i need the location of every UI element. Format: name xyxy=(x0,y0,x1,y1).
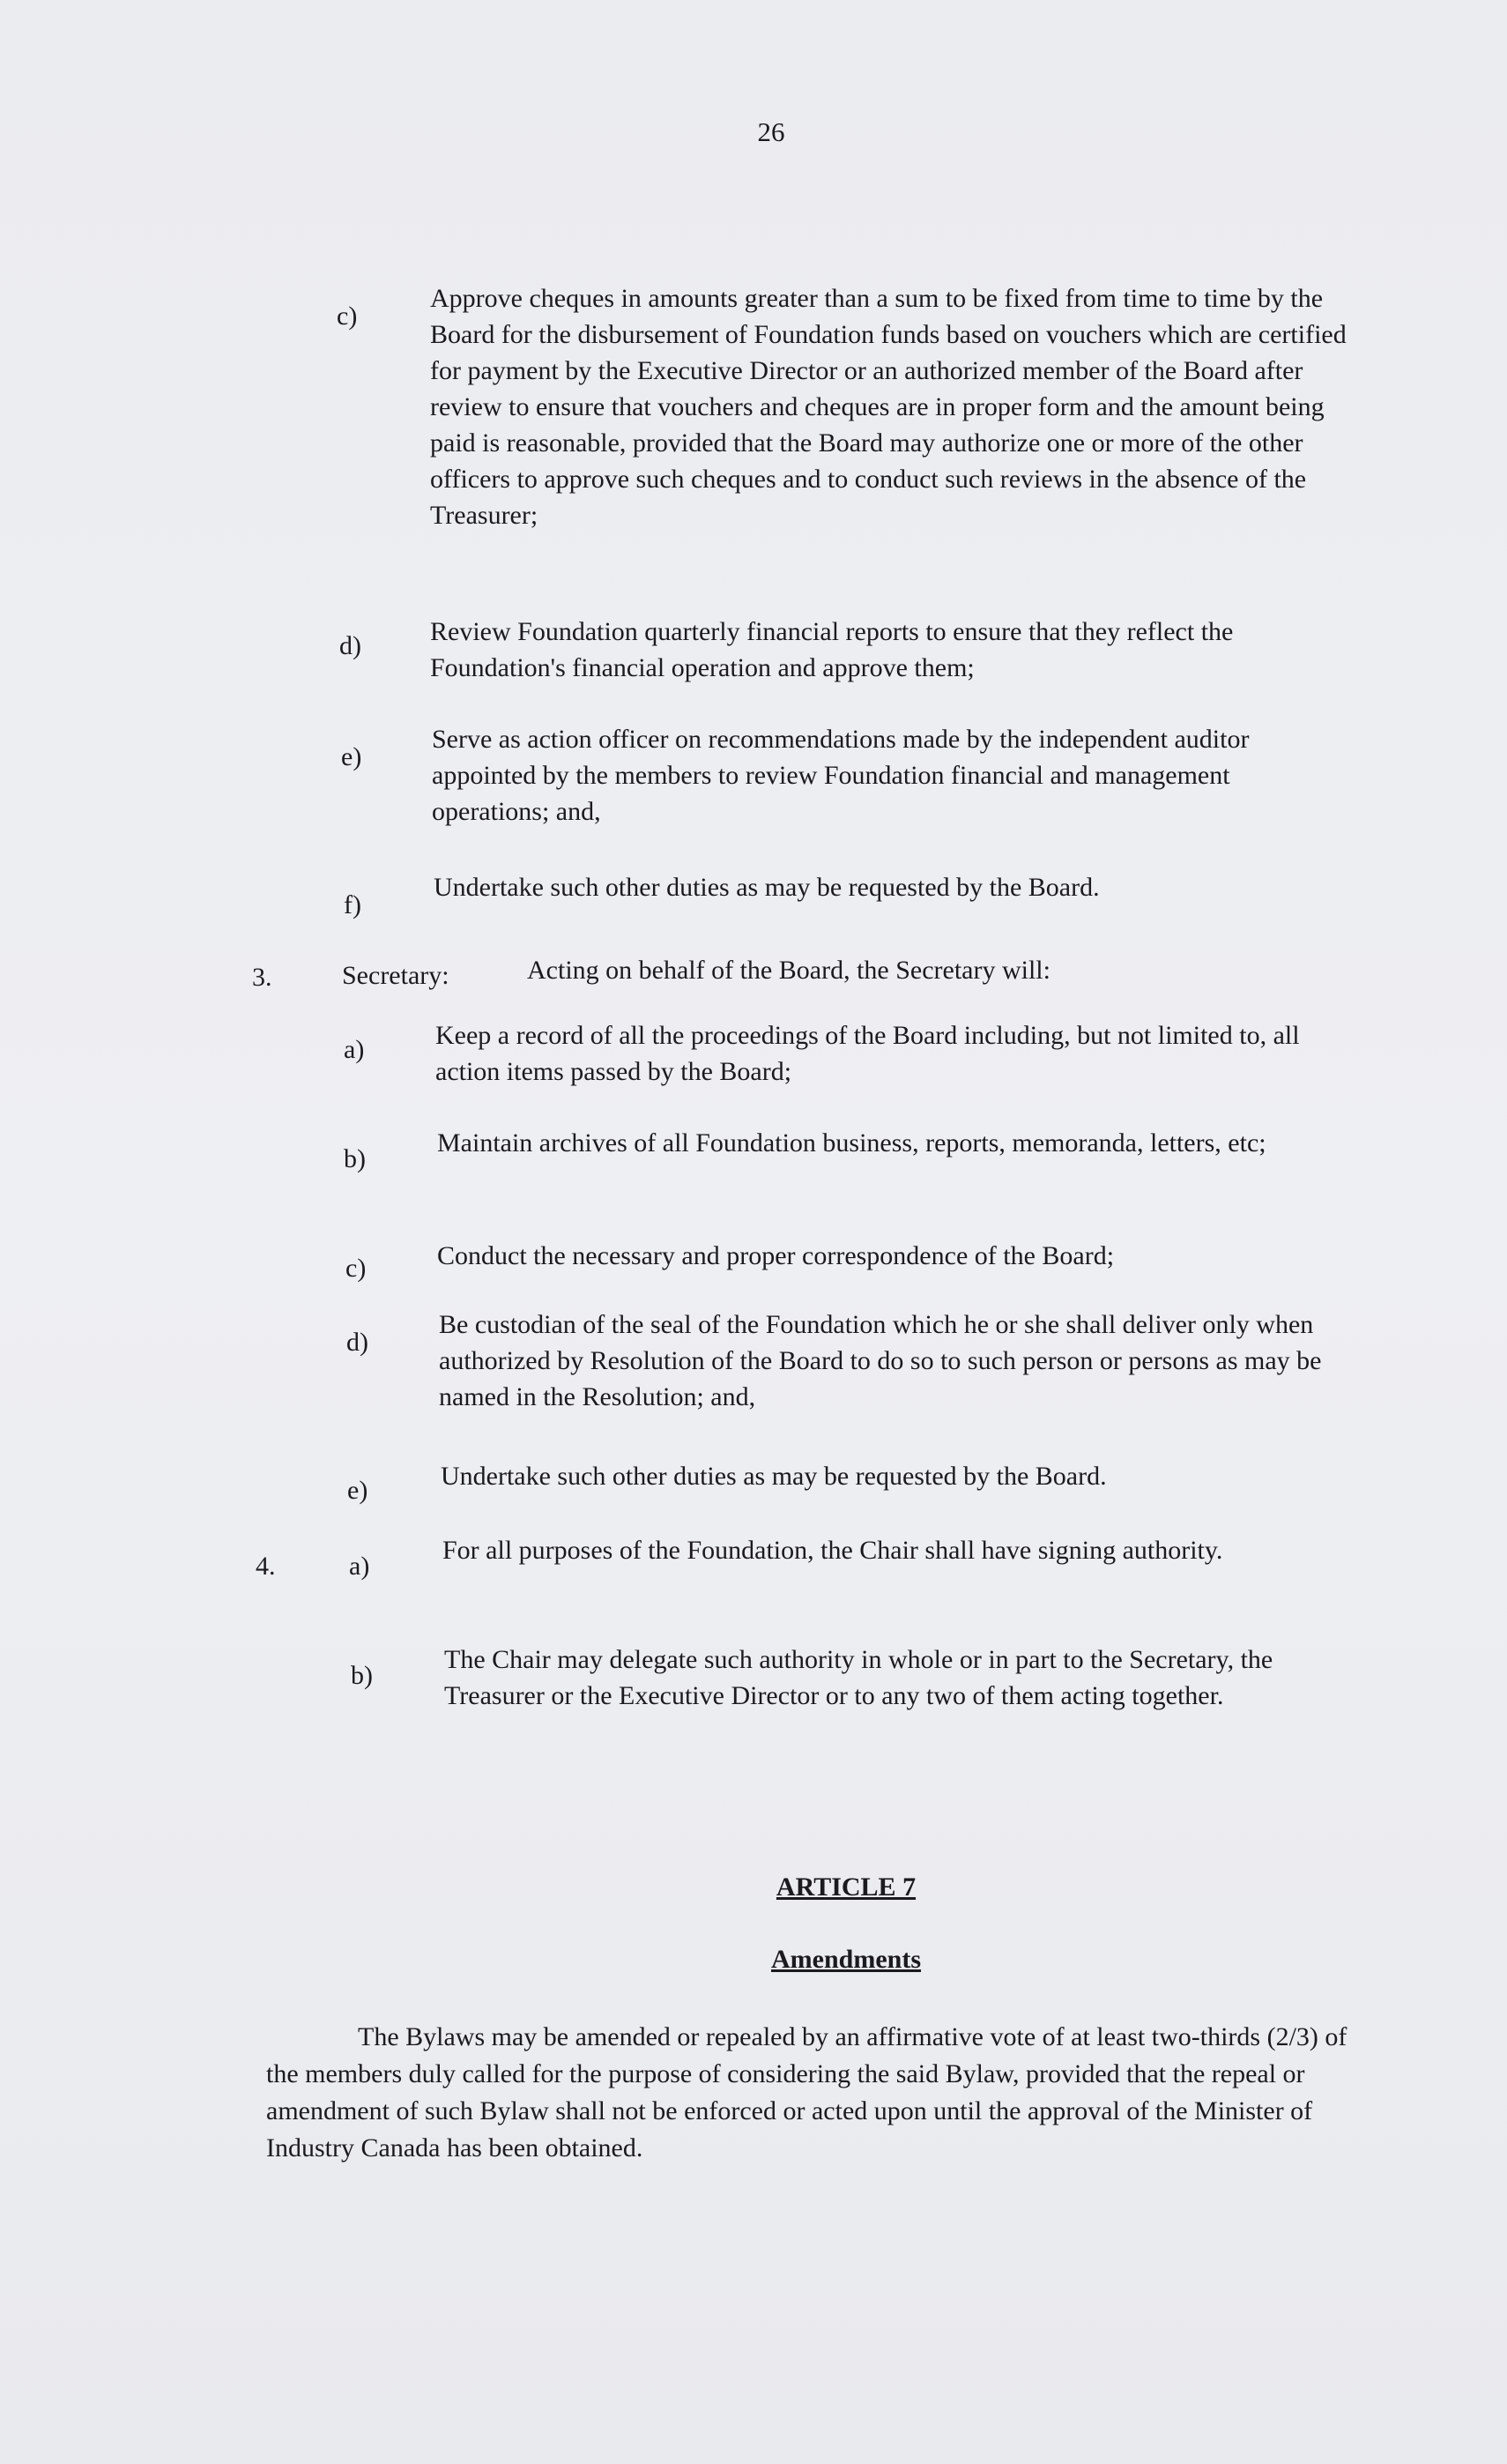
section-number: 3. xyxy=(252,963,272,992)
list-item: Undertake such other duties as may be requested by the Board. xyxy=(441,1462,1107,1491)
article-body: The Bylaws may be amended or repealed by an affirmative vote of at least two-thirds (2/3) of the members duly called for the purpose of considering the said Bylaw, provided that the repeal or amendment of such Bylaw shall not be enforced or acted upon until the approval of the Minister of Industry Canada has been obtained. xyxy=(266,2022,1347,2163)
item-label: e) xyxy=(341,742,362,771)
list-item: Conduct the necessary and proper correspondence of the Board; xyxy=(437,1241,1115,1270)
item-label: b) xyxy=(344,1144,366,1173)
item-label: a) xyxy=(344,1035,365,1064)
item-label: d) xyxy=(346,1328,368,1357)
list-item: Maintain archives of all Foundation business, reports, memoranda, letters, etc; xyxy=(437,1128,1266,1158)
item-label: a) xyxy=(349,1552,370,1581)
article-subtitle: Amendments xyxy=(771,1945,921,1974)
item-label: c) xyxy=(345,1254,367,1283)
list-item: For all purposes of the Foundation, the Chair shall have signing authority. xyxy=(442,1536,1223,1565)
list-item: Review Foundation quarterly financial reports to ensure that they reflect the Foundation's financial operation and approve them; xyxy=(430,617,1234,682)
list-item: Be custodian of the seal of the Foundation which he or she shall deliver only when authorized by Resolution of the Board to do so to such person or persons as may be named in the Resolution; and, xyxy=(439,1310,1322,1411)
item-label: e) xyxy=(347,1476,368,1505)
section-title: Secretary: xyxy=(342,961,449,990)
item-label: d) xyxy=(339,631,361,660)
list-item: The Chair may delegate such authority in whole or in part to the Secretary, the Treasurer or the Executive Director or to any two of them acting together. xyxy=(444,1645,1273,1710)
list-item: Serve as action officer on recommendations made by the independent auditor appointed by the members to review Foundation financial and management operations; and, xyxy=(432,725,1250,826)
section-number: 4. xyxy=(256,1552,276,1581)
item-label: c) xyxy=(337,301,358,331)
list-item: Approve cheques in amounts greater than a sum to be fixed from time to time by the Board for the disbursement of Foundation funds based on vouchers which are certified for payment by the Executive Director or an authorized member of the Board after review to ensure that vouchers and cheques are in proper form and the amount being paid is reasonable, provided that the Board may authorize one or more of the other officers to approve such cheques and to conduct such reviews in the absence of the Treasurer; xyxy=(430,284,1347,530)
item-label: b) xyxy=(351,1661,373,1690)
list-item: Undertake such other duties as may be requested by the Board. xyxy=(434,873,1100,902)
list-item: Keep a record of all the proceedings of the Board including, but not limited to, all action items passed by the Board; xyxy=(435,1021,1300,1086)
article-title: ARTICLE 7 xyxy=(776,1872,917,1902)
section-intro: Acting on behalf of the Board, the Secretary will: xyxy=(527,956,1050,985)
item-label: f) xyxy=(344,890,361,919)
page-number: 26 xyxy=(757,116,785,147)
